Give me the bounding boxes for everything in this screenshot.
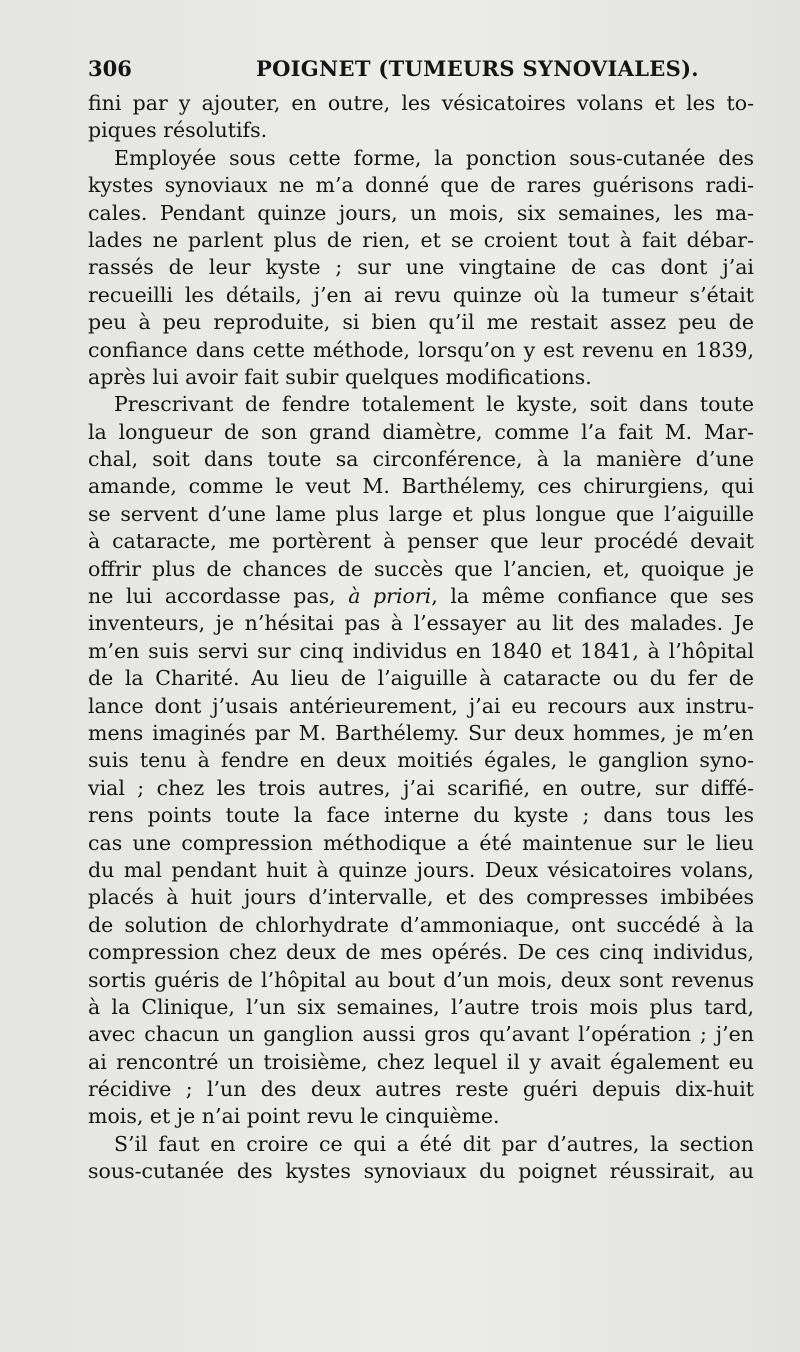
- text-line: kystes synoviaux ne m’a donné que de rares guérisons radi-: [88, 173, 754, 198]
- text-line: fini par y ajouter, en outre, les vésicatoires volans et les to-: [88, 91, 754, 115]
- text-line: S’il faut en croire ce qui a été dit par d’autres, la section: [114, 1131, 754, 1156]
- text-line: du mal pendant huit à quinze jours. Deux vésicatoires volans,: [88, 857, 754, 882]
- page-number: 306: [88, 56, 132, 81]
- text-line: à cataracte, me portèrent à penser que leur procédé devait: [88, 529, 754, 554]
- text-line: rens points toute la face interne du kyste ; dans tous les: [88, 803, 754, 828]
- text-line: cas une compression méthodique a été maintenue sur le lieu: [88, 830, 754, 855]
- text-line: la longueur de son grand diamètre, comme l’a fait M. Mar-: [88, 419, 754, 444]
- page-header: [88, 54, 754, 88]
- text-line: mois, et je n’ai point revu le cinquième.: [88, 1104, 500, 1129]
- text-line: chal, soit dans toute sa circonférence, à la manière d’une: [88, 447, 754, 472]
- text-line: peu à peu reproduite, si bien qu’il me restait assez peu de: [88, 310, 754, 335]
- text-line: placés à huit jours d’intervalle, et des compresses imbibées: [88, 885, 754, 910]
- text-line: rassés de leur kyste ; sur une vingtaine de cas dont j’ai: [88, 255, 754, 280]
- text-line: de la Charité. Au lieu de l’aiguille à cataracte ou du fer de: [88, 666, 754, 691]
- text-line: avec chacun un ganglion aussi gros qu’avant l’opération ; j’en: [88, 1022, 754, 1047]
- text-line: compression chez deux de mes opérés. De ces cinq individus,: [88, 940, 754, 965]
- body-text: [88, 90, 754, 1186]
- text-line: vial ; chez les trois autres, j’ai scarifié, en outre, sur diffé-: [88, 775, 754, 800]
- text-line: Prescrivant de fendre totalement le kyste, soit dans toute: [114, 392, 754, 417]
- text-line: ne lui accordasse pas, à priori, la même confiance que ses: [88, 584, 754, 609]
- text-line: recueilli les détails, j’en ai revu quinze où la tumeur s’était: [88, 282, 754, 307]
- text-line: sortis guéris de l’hôpital au bout d’un mois, deux sont revenus: [88, 967, 754, 992]
- running-head: POIGNET (TUMEURS SYNOVIALES).: [256, 56, 699, 81]
- text-line: mens imaginés par M. Barthélemy. Sur deux hommes, je m’en: [88, 720, 754, 745]
- text-line: offrir plus de chances de succès que l’ancien, et, quoique je: [88, 556, 754, 581]
- text-line: piques résolutifs.: [88, 118, 268, 143]
- text-line: amande, comme le veut M. Barthélemy, ces chirurgiens, qui: [88, 474, 754, 499]
- text-line: lance dont j’usais antérieurement, j’ai eu recours aux instru-: [88, 693, 754, 718]
- text-line: ai rencontré un troisième, chez lequel il y avait également eu: [88, 1049, 754, 1074]
- text-line: Employée sous cette forme, la ponction sous-cutanée des: [114, 145, 754, 170]
- text-line: après lui avoir fait subir quelques modifications.: [88, 364, 592, 389]
- text-line: récidive ; l’un des deux autres reste guéri depuis dix-huit: [88, 1077, 754, 1102]
- text-line: inventeurs, je n’hésitai pas à l’essayer au lit des malades. Je: [88, 611, 754, 636]
- text-line: se servent d’une lame plus large et plus longue que l’aiguille: [88, 501, 754, 526]
- text-line: à la Clinique, l’un six semaines, l’autre trois mois plus tard,: [88, 994, 754, 1019]
- text-line: sous-cutanée des kystes synoviaux du poignet réussirait, au: [88, 1159, 754, 1184]
- text-line: suis tenu à fendre en deux moitiés égales, le ganglion syno-: [88, 748, 754, 773]
- text-line: m’en suis servi sur cinq individus en 1840 et 1841, à l’hôpital: [88, 638, 754, 663]
- text-line: cales. Pendant quinze jours, un mois, six semaines, les ma-: [88, 200, 754, 225]
- text-line: de solution de chlorhydrate d’ammoniaque, ont succédé à la: [88, 912, 754, 937]
- text-line: confiance dans cette méthode, lorsqu’on y est revenu en 1839,: [88, 337, 754, 362]
- text-line: lades ne parlent plus de rien, et se croient tout à fait débar-: [88, 227, 754, 252]
